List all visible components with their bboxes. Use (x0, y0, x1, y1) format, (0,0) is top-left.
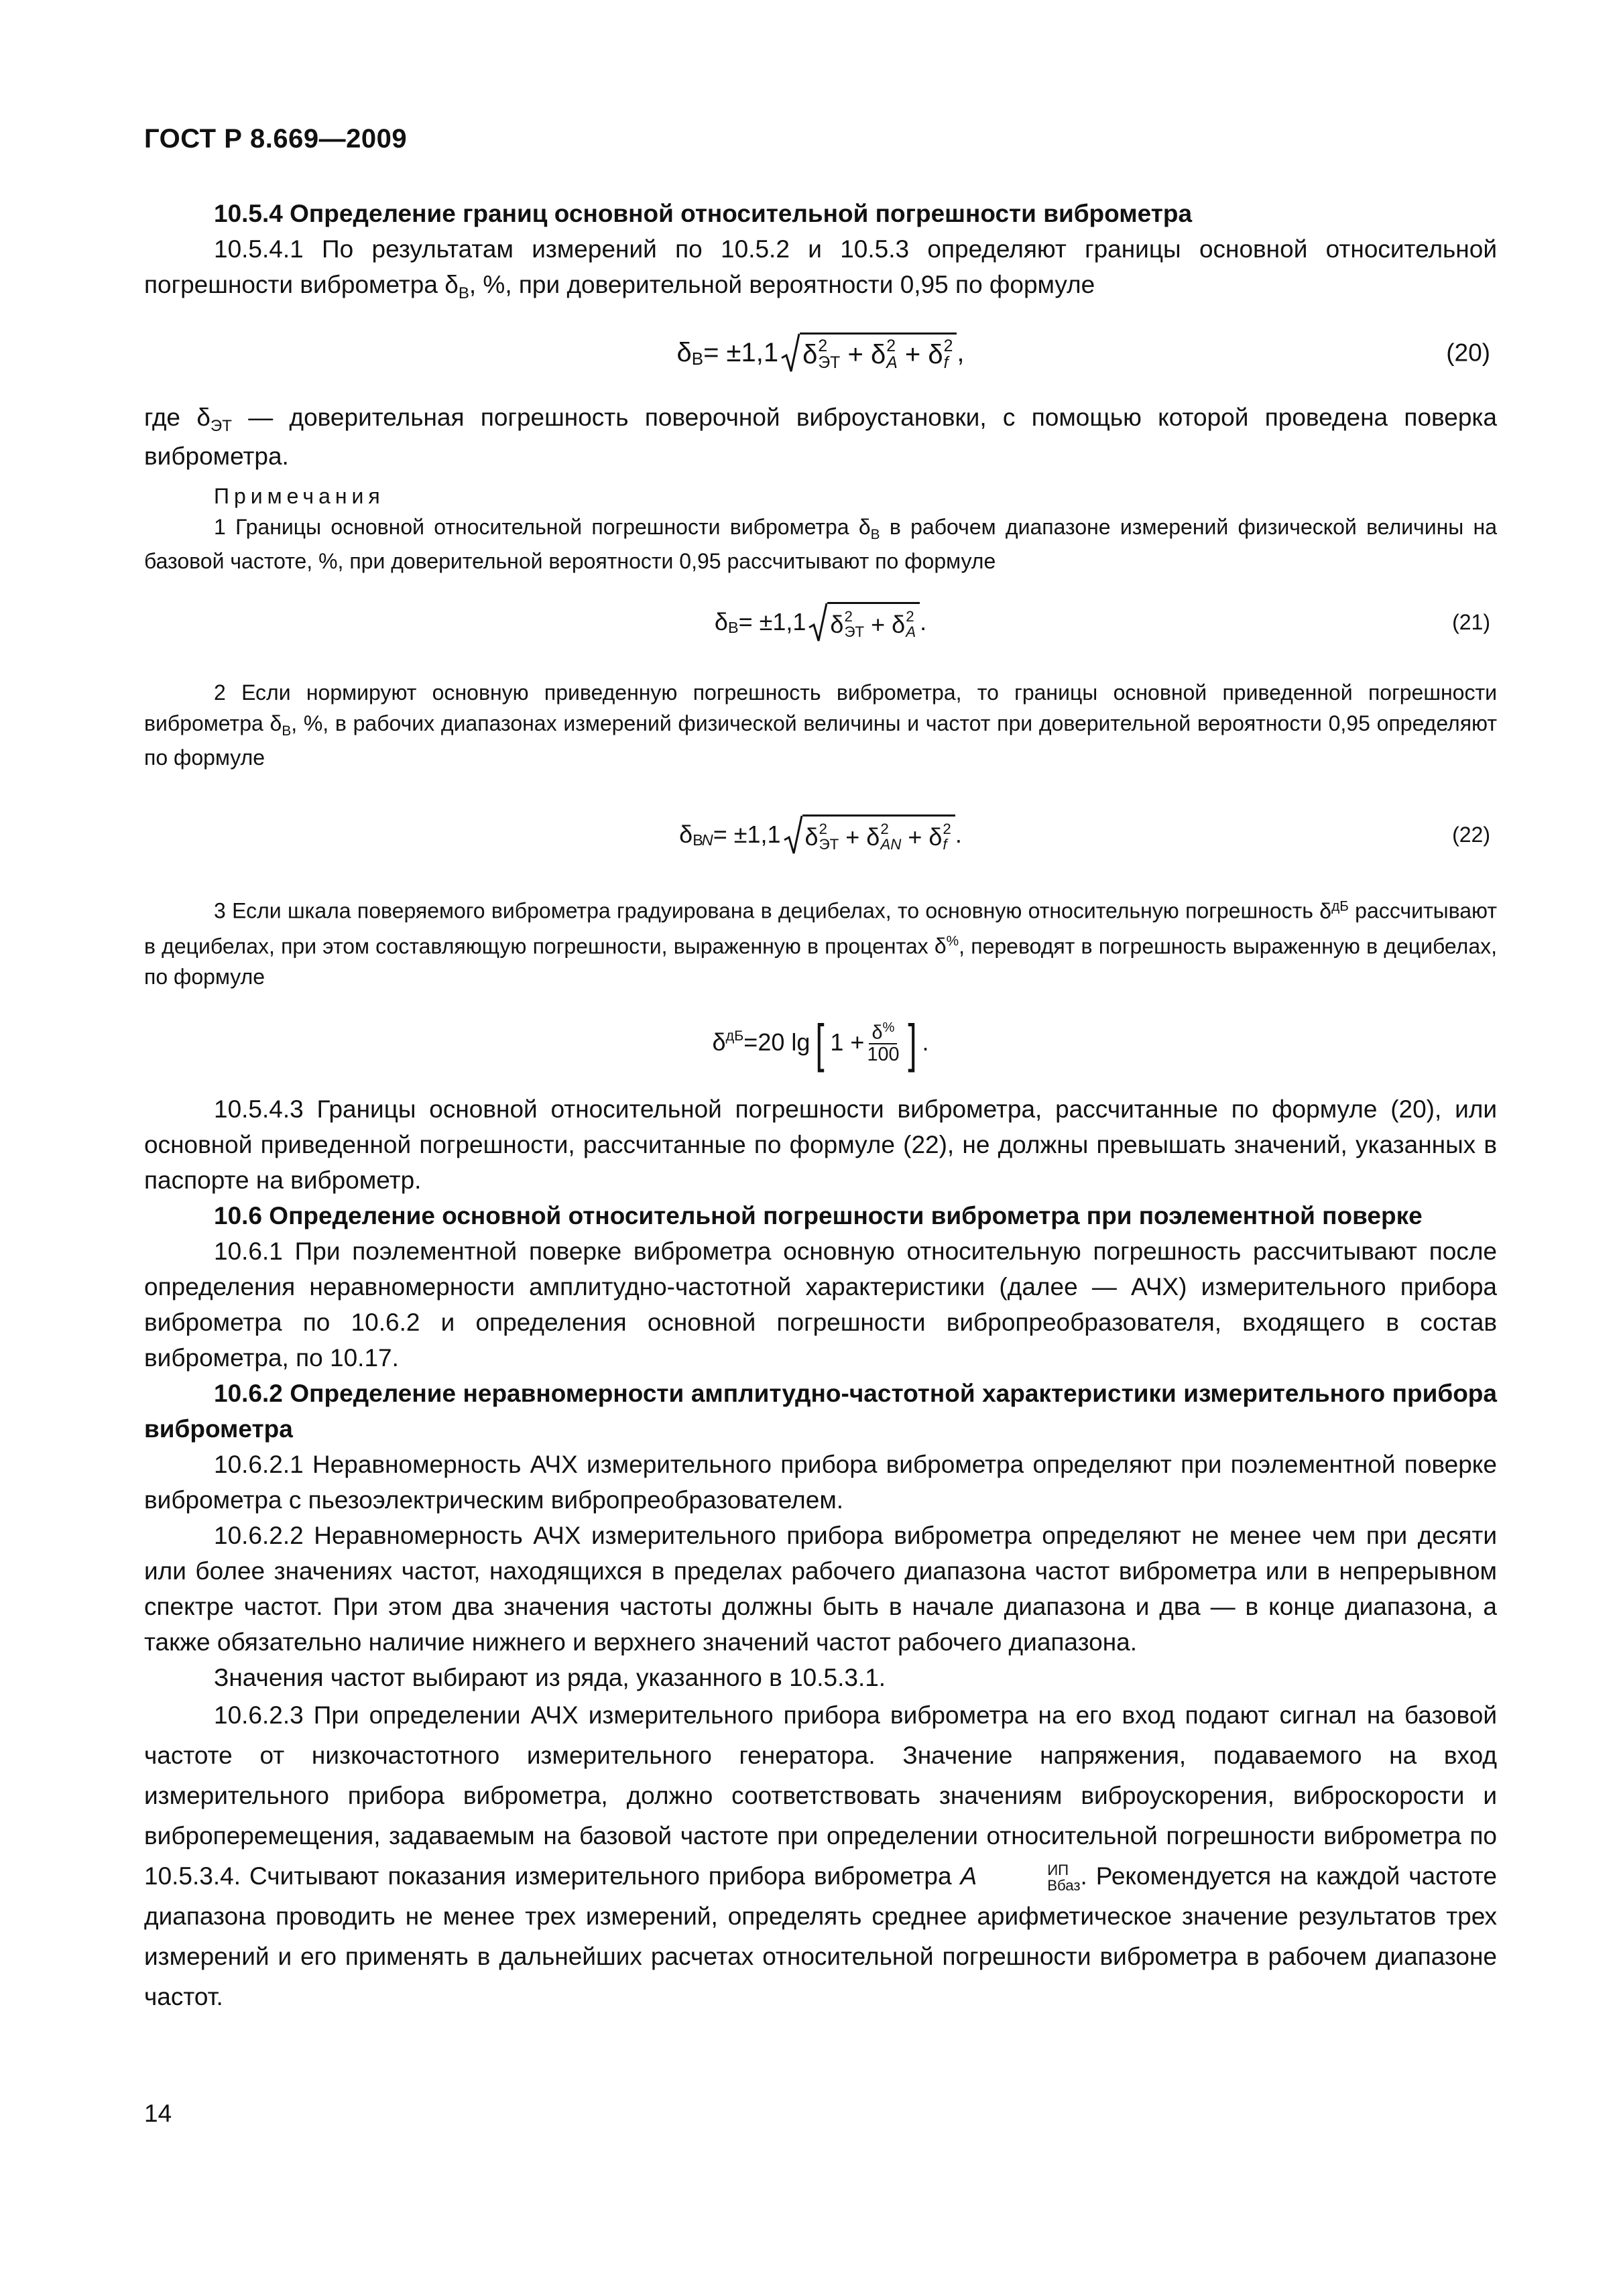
heading-10-6: 10.6 Определение основной относительной погрешности виброметра при поэлементной поверке (214, 1202, 1423, 1230)
heading-10-6-2: 10.6.2 Определение неравномерности амплитудно-частотной характеристики измерительного прибора виброметра (144, 1380, 1497, 1443)
formula-number: (21) (1452, 610, 1490, 634)
page-number: 14 (144, 2100, 172, 2127)
formula-21: δ В = ±1,1 δ 2 ЭТ + δ 2 A . (21) (144, 579, 1497, 665)
paragraph-10-5-4-1: 10.5.4.1 По результатам измерений по 10.5.2 и 10.5.3 определяют границы основной относительной погрешности виброметра $\delta_В$, %, при доверительной вероятности 0,95 по формуле (144, 235, 1497, 303)
note-2: 2 Если нормируют основную приведенную погрешность виброметра, то границы основной приведенной погрешности виброметра $\delta_В$, %, в рабочих диапазонах измерений физической величины и частот при доверительной вероятности 0,95 определяют по формуле (144, 680, 1498, 770)
note-3: 3 Если шкала поверяемого виброметра градуирована в децибелах, то основную относительную погрешность $\delta^{дБ}$ рассчитывают в децибелах, при этом составляющую погрешности, выраженную в процентах δ%, переводят в погрешность выраженную в децибелах, по формуле (144, 898, 1498, 989)
a-vbaz-symbol: A ИП Вбаз (960, 1862, 1081, 1894)
paragraph-10-6-2-1: 10.6.2.1 Неравномерность АЧХ измерительного прибора виброметра определяют при поэлементной поверке виброметра с пьезоэлектрическим вибропреобразователем. (144, 1451, 1497, 1514)
delta-b-symbol: $\delta_В$ (444, 271, 469, 303)
paragraph-frequency-values: Значения частот выбирают из ряда, указанного в 10.5.3.1. (214, 1664, 886, 1692)
paragraph-10-6-2-2: 10.6.2.2 Неравномерность АЧХ измерительного прибора виброметра определяют не менее чем при десяти или более значениях частот, находящихся в пределах рабочего диапазона частот виброметра или в непрерывном спектре частот. При этом два значения частоты должны быть в начале диапазона и два — в конце диапазона, а также обязательно наличие нижнего и верхнего значений частот рабочего диапазона. (144, 1522, 1497, 1656)
paragraph-where: где $\delta_{ЭТ}$ — доверительная погрешность поверочной виброустановки, с помощью которой проведена поверка виброметра. (144, 404, 1498, 470)
heading-10-5-4: 10.5.4 Определение границ основной относительной погрешности виброметра (214, 200, 1193, 227)
formula-22: δ В N = ±1,1 δ 2 ЭТ + δ 2 AN + δ 2 f . (22) (144, 785, 1497, 884)
document-header: ГОСТ Р 8.669—2009 (144, 124, 408, 154)
sqrt-icon (784, 814, 802, 855)
paragraph-10-6-1: 10.6.1 При поэлементной поверке виброметра основную относительную погрешность рассчитывают после определения неравномерности амплитудно-частотной характеристики (далее — АЧХ) измерительного прибора виброметра по 10.6.2 и определения основной погрешности вибропреобразователя, входящего в состав виброметра, по 10.17. (144, 1237, 1497, 1372)
formula-number: (22) (1452, 823, 1490, 847)
formula-20: δ В = ±1,1 δ 2 ЭТ + δ 2 A + δ 2 f , (20) (144, 306, 1497, 400)
paragraph-10-6-2-3: 10.6.2.3 При определении АЧХ измерительного прибора виброметра на его вход подают сигнал на базовой частоте от низкочастотного измерительного генератора. Значение напряжения, подаваемого на вход измерительного прибора виброметра, должно соответствовать значениям виброускорения, виброскорости и виброперемещения, задаваемым на базовой частоте при определении относительной погрешности виброметра по 10.5.3.4. Считывают показания измерительного прибора виброметра A ИП Вбаз . Рекомендуется на каждой частоте диапазона проводить не менее трех измерений, определять среднее арифметическое значение результатов трех измерений и его применять в дальнейших расчетах относительной погрешности виброметра в рабочем диапазоне частот. (144, 1701, 1497, 2011)
formula-db: δ $^{дБ}$ =20 lg [ 1 + $\frac{\delta^{\%}}{100}$ ] . (712, 1012, 929, 1073)
page-content (144, 196, 1497, 2017)
sqrt-icon (808, 602, 827, 642)
notes-block (144, 481, 1497, 1086)
formula-number: (20) (1446, 339, 1490, 367)
sqrt-icon (781, 333, 800, 373)
paragraph-10-5-4-3: 10.5.4.3 Границы основной относительной погрешности виброметра, рассчитанные по формуле (20), или основной приведенной погрешности, рассчитанные по формуле (22), не должны превышать значений, указанных в паспорте на виброметр. (144, 1095, 1497, 1195)
notes-title: Примечания (214, 484, 385, 508)
note-1: 1 Границы основной относительной погрешности виброметра $\delta_В$ в рабочем диапазоне измерений физической величины на базовой частоте, %, при доверительной вероятности 0,95 рассчитывают по формуле (144, 515, 1497, 573)
